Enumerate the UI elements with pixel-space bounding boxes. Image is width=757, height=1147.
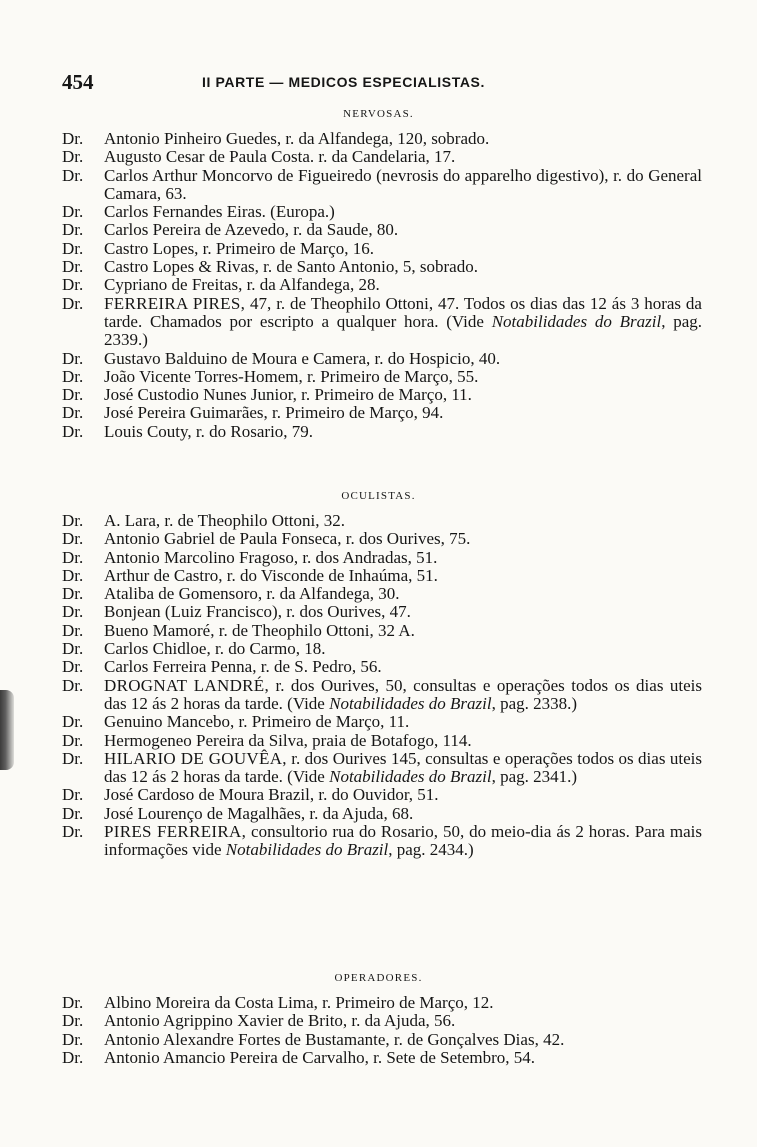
entry-prefix: Dr.	[62, 1029, 84, 1049]
entry-prefix: Dr.	[62, 348, 84, 368]
entry-text: José Lourenço de Magalhães, r. da Ajuda, 68.	[104, 803, 414, 823]
entry-prefix: Dr.	[62, 657, 84, 677]
directory-entry	[62, 203, 702, 221]
entry-prefix: Dr.	[62, 366, 84, 386]
entry-text: consultorio rua do Rosario, 50, do meio-dia ás 2 horas. Para mais informações vide	[104, 822, 702, 860]
entry-text: Genuino Mancebo, r. Primeiro de Março, 11.	[104, 712, 410, 732]
entry-name-caps: HILARIO DE GOUVÊA,	[104, 748, 287, 768]
entry-reference: Notabilidades do Brazil	[329, 693, 492, 713]
entry-prefix: Dr.	[62, 385, 84, 405]
directory-entry	[62, 295, 702, 350]
entry-prefix: Dr.	[62, 275, 84, 295]
directory-entry	[62, 640, 702, 658]
directory-entry	[62, 167, 702, 204]
section-title-oculistas: OCULISTAS.	[341, 490, 416, 502]
directory-entry	[62, 567, 702, 585]
entry-text: r. dos Ourives 145, consultas e operações todos os dias uteis das 12 ás 2 horas da tarde. (Vide	[104, 748, 702, 787]
entry-prefix: Dr.	[62, 403, 84, 423]
directory-entry	[62, 350, 702, 368]
directory-entry	[62, 240, 702, 258]
section-list-operadores	[62, 994, 702, 1067]
directory-entry	[62, 603, 702, 621]
entry-prefix: Dr.	[62, 293, 84, 313]
directory-entry	[62, 677, 702, 714]
entry-reference: Notabilidades do Brazil	[225, 840, 389, 860]
entry-text: Carlos Arthur Moncorvo de Figueiredo (nevrosis do apparelho digestivo), r. do General Camara, 63.	[104, 165, 702, 203]
entry-prefix: Dr.	[62, 421, 84, 441]
directory-entry	[62, 658, 702, 676]
directory-entry	[62, 750, 702, 787]
entry-prefix: Dr.	[62, 165, 84, 185]
directory-entry	[62, 549, 702, 567]
directory-entry	[62, 994, 702, 1012]
entry-text: José Cardoso de Moura Brazil, r. do Ouvidor, 51.	[104, 785, 439, 805]
running-title: II PARTE — MEDICOS ESPECIALISTAS.	[202, 74, 485, 90]
entry-prefix: Dr.	[62, 238, 84, 258]
directory-entry	[62, 130, 702, 148]
directory-entry	[62, 276, 702, 294]
entry-text: Carlos Fernandes Eiras. (Europa.)	[104, 202, 335, 222]
directory-entry	[62, 148, 702, 166]
entry-prefix: Dr.	[62, 1011, 84, 1031]
entry-text: r. dos Ourives, 50, consultas e operações todos os dias uteis das 12 ás 2 horas da tarde. (Vide	[104, 675, 702, 713]
entry-prefix: Dr.	[62, 511, 84, 530]
entry-prefix: Dr.	[62, 602, 84, 622]
directory-entry	[62, 386, 702, 404]
entry-prefix: Dr.	[62, 202, 84, 222]
directory-entry	[62, 368, 702, 386]
section-title-operadores: OPERADORES.	[334, 972, 423, 984]
entry-text: Bonjean (Luiz Francisco), r. dos Ourives, 47.	[104, 602, 411, 622]
entry-prefix: Dr.	[62, 993, 84, 1012]
entry-text: A. Lara, r. de Theophilo Ottoni, 32.	[104, 511, 345, 530]
entry-text: Ataliba de Gomensoro, r. da Alfandega, 30.	[104, 584, 400, 604]
entry-prefix: Dr.	[62, 730, 84, 750]
entry-tail: , pag. 2341.)	[491, 767, 578, 787]
entry-prefix: Dr.	[62, 1047, 84, 1067]
entry-name-caps: DROGNAT LANDRÉ,	[104, 675, 270, 695]
entry-tail: , pag. 2434.)	[388, 840, 474, 860]
entry-text: Carlos Pereira de Azevedo, r. da Saude, 80.	[104, 220, 399, 240]
directory-entry	[62, 585, 702, 603]
directory-entry	[62, 512, 702, 530]
entry-name-caps: FERREIRA PIRES,	[104, 293, 246, 313]
entry-text: José Pereira Guimarães, r. Primeiro de Março, 94.	[104, 403, 444, 423]
entry-text: Arthur de Castro, r. do Visconde de Inhaúma, 51.	[104, 565, 438, 585]
entry-reference: Notabilidades do Brazil	[329, 767, 492, 787]
directory-entry	[62, 221, 702, 239]
entry-prefix: Dr.	[62, 220, 84, 240]
directory-entry	[62, 732, 702, 750]
entry-prefix: Dr.	[62, 129, 84, 148]
entry-name-caps: PIRES FERREIRA,	[104, 822, 247, 842]
entry-prefix: Dr.	[62, 565, 84, 585]
entry-text: João Vicente Torres-Homem, r. Primeiro de Março, 55.	[104, 366, 479, 386]
entry-text: José Custodio Nunes Junior, r. Primeiro de Março, 11.	[104, 385, 472, 405]
entry-text: Louis Couty, r. do Rosario, 79.	[104, 421, 314, 441]
entry-prefix: Dr.	[62, 529, 84, 549]
entry-text: Antonio Pinheiro Guedes, r. da Alfandega, 120, sobrado.	[104, 129, 490, 148]
page-number: 454	[62, 70, 94, 94]
entry-text: Castro Lopes & Rivas, r. de Santo Antonio, 5, sobrado.	[104, 257, 478, 277]
entry-prefix: Dr.	[62, 639, 84, 659]
directory-entry	[62, 622, 702, 640]
directory-entry	[62, 1049, 702, 1067]
entry-tail: , pag. 2339.)	[104, 311, 702, 350]
entry-text: Antonio Gabriel de Paula Fonseca, r. dos Ourives, 75.	[104, 529, 471, 549]
section-list-nervosas	[62, 130, 702, 441]
entry-prefix: Dr.	[62, 620, 84, 640]
page-header	[62, 70, 702, 94]
entry-text: Antonio Marcolino Fragoso, r. dos Andradas, 51.	[104, 547, 438, 567]
directory-entry	[62, 1031, 702, 1049]
entry-text: Gustavo Balduino de Moura e Camera, r. do Hospicio, 40.	[104, 348, 501, 368]
section-list-oculistas	[62, 512, 702, 860]
entry-text: Albino Moreira da Costa Lima, r. Primeiro de Março, 12.	[104, 993, 494, 1012]
directory-entry	[62, 1012, 702, 1030]
entry-prefix: Dr.	[62, 803, 84, 823]
entry-prefix: Dr.	[62, 257, 84, 277]
entry-prefix: Dr.	[62, 147, 84, 167]
entry-prefix: Dr.	[62, 785, 84, 805]
section-title-nervosas: NERVOSAS.	[343, 108, 414, 120]
entry-text: Carlos Ferreira Penna, r. de S. Pedro, 56.	[104, 657, 382, 677]
entry-prefix: Dr.	[62, 748, 84, 768]
directory-entry	[62, 805, 702, 823]
entry-text: Castro Lopes, r. Primeiro de Março, 16.	[104, 238, 375, 258]
entry-prefix: Dr.	[62, 675, 84, 695]
entry-text: Augusto Cesar de Paula Costa. r. da Candelaria, 17.	[104, 147, 456, 167]
entry-text: Antonio Alexandre Fortes de Bustamante, r. de Gonçalves Dias, 42.	[104, 1029, 565, 1049]
binding-blot	[0, 690, 14, 770]
directory-entry	[62, 423, 702, 441]
entry-prefix: Dr.	[62, 712, 84, 732]
entry-text: Bueno Mamoré, r. de Theophilo Ottoni, 32 A.	[104, 620, 415, 640]
entry-text: Antonio Agrippino Xavier de Brito, r. da Ajuda, 56.	[104, 1011, 456, 1031]
entry-text: Carlos Chidloe, r. do Carmo, 18.	[104, 639, 326, 659]
entry-tail: , pag. 2338.)	[491, 693, 578, 713]
entry-prefix: Dr.	[62, 547, 84, 567]
directory-entry	[62, 404, 702, 422]
directory-entry	[62, 786, 702, 804]
entry-text: Antonio Amancio Pereira de Carvalho, r. Sete de Setembro, 54.	[104, 1047, 536, 1067]
entry-prefix: Dr.	[62, 822, 84, 842]
directory-entry	[62, 823, 702, 860]
entry-text: Cypriano de Freitas, r. da Alfandega, 28.	[104, 275, 380, 295]
entry-text: 47, r. de Theophilo Ottoni, 47. Todos os dias das 12 ás 3 horas da tarde. Chamados por escripto a qualquer hora. (Vide	[104, 293, 702, 331]
directory-entry	[62, 713, 702, 731]
directory-entry	[62, 258, 702, 276]
entry-text: Hermogeneo Pereira da Silva, praia de Botafogo, 114.	[104, 730, 472, 750]
directory-entry	[62, 530, 702, 548]
entry-prefix: Dr.	[62, 584, 84, 604]
entry-reference: Notabilidades do Brazil	[491, 311, 662, 331]
